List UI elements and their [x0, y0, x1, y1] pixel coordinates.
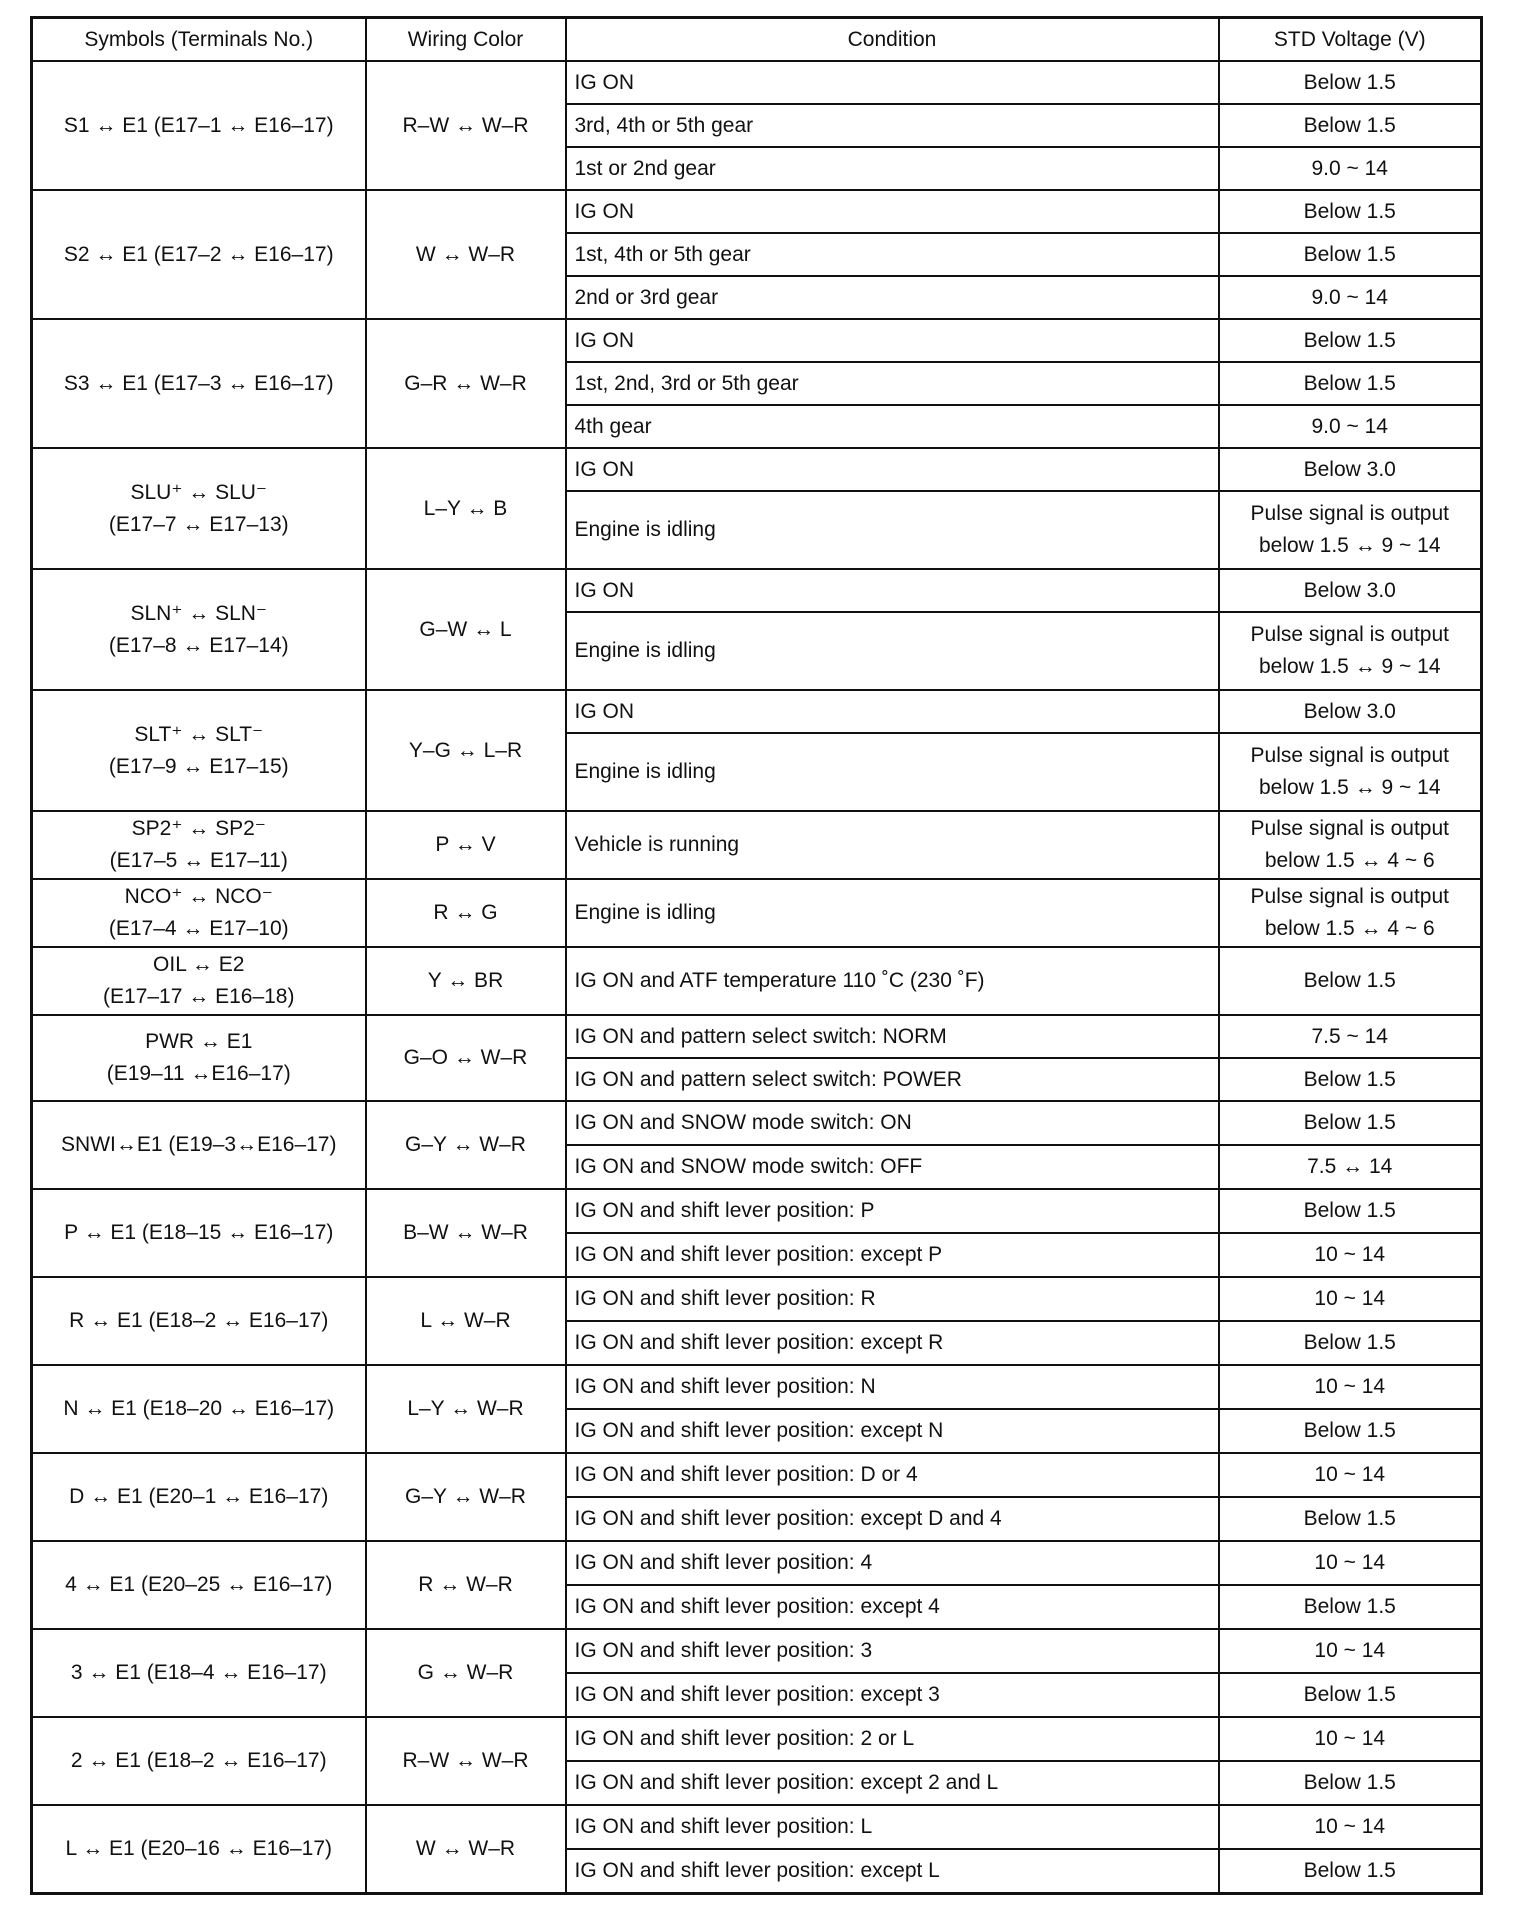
table-row	[32, 690, 1482, 733]
voltage-text: 10 ~ 14	[1314, 1375, 1386, 1398]
std-voltage-cell	[1219, 319, 1482, 362]
condition-cell: IG ON and shift lever position: D or 4	[566, 1453, 1219, 1497]
std-voltage-cell	[1219, 104, 1482, 147]
std-voltage-cell	[1219, 1365, 1482, 1409]
symbol-text: SLU⁺ ↔ SLU⁻	[130, 480, 268, 504]
std-voltage-cell	[1219, 491, 1482, 569]
voltage-text: Below 1.5	[1303, 328, 1396, 352]
header-std-voltage: STD Voltage (V)	[1219, 18, 1482, 62]
symbol-text: (E17–9 ↔ E17–15)	[108, 754, 289, 778]
voltage-text: 10 ~ 14	[1314, 1287, 1386, 1310]
table-row	[32, 1101, 1482, 1145]
symbol-text: (E17–5 ↔ E17–11)	[109, 849, 288, 872]
std-voltage-cell	[1219, 1409, 1482, 1453]
table-row	[32, 1015, 1482, 1058]
std-voltage-cell	[1219, 1145, 1482, 1189]
symbol-cell	[32, 1365, 366, 1453]
wiring-color-cell: G ↔ W–R	[366, 1629, 566, 1717]
wiring-color-cell: G–W ↔ L	[366, 569, 566, 690]
wiring-color-cell: L–Y ↔ W–R	[366, 1365, 566, 1453]
condition-cell: IG ON and shift lever position: except P	[566, 1233, 1219, 1277]
voltage-text: 10 ~ 14	[1314, 1463, 1386, 1486]
symbol-text: 2 ↔ E1 (E18–2 ↔ E16–17)	[70, 1749, 327, 1772]
condition-cell: Engine is idling	[566, 733, 1219, 811]
header-wiring-color: Wiring Color	[366, 18, 566, 62]
wiring-color-cell: B–W ↔ W–R	[366, 1189, 566, 1277]
header-row	[32, 18, 1482, 62]
std-voltage-cell	[1219, 879, 1482, 947]
std-voltage-cell	[1219, 362, 1482, 405]
voltage-text: Below 1.5	[1303, 70, 1396, 94]
voltage-text: 10 ~ 14	[1314, 1551, 1386, 1574]
condition-cell: IG ON	[566, 319, 1219, 362]
wiring-color-cell: G–Y ↔ W–R	[366, 1101, 566, 1189]
voltage-text: Below 3.0	[1303, 699, 1396, 723]
voltage-text: 10 ~ 14	[1314, 1727, 1386, 1750]
symbol-text: OIL ↔ E2	[153, 953, 245, 976]
symbol-cell	[32, 690, 366, 811]
symbol-cell	[32, 61, 366, 190]
voltage-text: below 1.5 ↔ 9 ~ 14	[1258, 655, 1441, 678]
symbol-cell	[32, 1189, 366, 1277]
table-row	[32, 1277, 1482, 1321]
symbol-text: (E19–11 ↔E16–17)	[106, 1062, 291, 1085]
wiring-color-cell: Y–G ↔ L–R	[366, 690, 566, 811]
std-voltage-cell	[1219, 1585, 1482, 1629]
condition-cell: 1st, 2nd, 3rd or 5th gear	[566, 362, 1219, 405]
voltage-text: Below 3.0	[1303, 457, 1396, 481]
condition-cell: IG ON	[566, 569, 1219, 612]
table-row	[32, 947, 1482, 1015]
std-voltage-cell	[1219, 1321, 1482, 1365]
symbol-cell	[32, 1015, 366, 1101]
symbol-text: (E17–4 ↔ E17–10)	[108, 917, 289, 940]
voltage-text: Below 3.0	[1303, 578, 1396, 602]
std-voltage-cell	[1219, 569, 1482, 612]
voltage-text: Below 1.5	[1303, 1111, 1396, 1134]
std-voltage-cell	[1219, 1673, 1482, 1717]
symbol-cell	[32, 448, 366, 569]
voltage-text: 10 ~ 14	[1314, 1243, 1386, 1266]
voltage-text: Pulse signal is output	[1250, 885, 1449, 908]
symbol-cell	[32, 1629, 366, 1717]
table-body	[32, 61, 1482, 1894]
header-condition: Condition	[566, 18, 1219, 62]
std-voltage-cell	[1219, 1761, 1482, 1805]
symbol-cell	[32, 569, 366, 690]
wiring-color-cell: W ↔ W–R	[366, 1805, 566, 1894]
condition-cell: IG ON and shift lever position: except 3	[566, 1673, 1219, 1717]
std-voltage-cell	[1219, 1541, 1482, 1585]
voltage-text: Below 1.5	[1303, 1419, 1396, 1442]
voltage-text: 7.5 ↔ 14	[1307, 1155, 1393, 1178]
symbol-text: PWR ↔ E1	[145, 1030, 253, 1053]
symbol-text: S1 ↔ E1 (E17–1 ↔ E16–17)	[63, 113, 334, 137]
std-voltage-cell	[1219, 733, 1482, 811]
symbol-text: S3 ↔ E1 (E17–3 ↔ E16–17)	[63, 371, 334, 395]
symbol-text: SNWI↔E1 (E19–3↔E16–17)	[61, 1133, 337, 1156]
condition-cell: IG ON and shift lever position: except R	[566, 1321, 1219, 1365]
symbol-text: SP2⁺ ↔ SP2⁻	[131, 817, 266, 840]
condition-cell: 1st or 2nd gear	[566, 147, 1219, 190]
symbol-cell	[32, 1101, 366, 1189]
table-row	[32, 1189, 1482, 1233]
std-voltage-cell	[1219, 811, 1482, 879]
symbol-text: (E17–8 ↔ E17–14)	[108, 633, 289, 657]
std-voltage-cell	[1219, 1277, 1482, 1321]
symbol-text: NCO⁺ ↔ NCO⁻	[124, 885, 273, 908]
voltage-text: Below 1.5	[1303, 1683, 1396, 1706]
condition-cell: IG ON and SNOW mode switch: OFF	[566, 1145, 1219, 1189]
std-voltage-cell	[1219, 147, 1482, 190]
wiring-color-cell: R–W ↔ W–R	[366, 1717, 566, 1805]
condition-cell: IG ON	[566, 190, 1219, 233]
condition-cell: IG ON and pattern select switch: NORM	[566, 1015, 1219, 1058]
condition-cell: 3rd, 4th or 5th gear	[566, 104, 1219, 147]
voltage-text: 9.0 ~ 14	[1311, 414, 1388, 438]
std-voltage-cell	[1219, 1189, 1482, 1233]
voltage-text: Below 1.5	[1303, 199, 1396, 223]
symbol-text: L ↔ E1 (E20–16 ↔ E16–17)	[65, 1837, 333, 1860]
symbol-text: SLT⁺ ↔ SLT⁻	[134, 722, 264, 746]
std-voltage-cell	[1219, 947, 1482, 1015]
condition-cell: IG ON	[566, 61, 1219, 104]
condition-cell: IG ON	[566, 690, 1219, 733]
std-voltage-cell	[1219, 1233, 1482, 1277]
std-voltage-cell	[1219, 1629, 1482, 1673]
header-symbols: Symbols (Terminals No.)	[32, 18, 366, 62]
wiring-color-cell: P ↔ V	[366, 811, 566, 879]
std-voltage-cell	[1219, 612, 1482, 690]
table-row	[32, 1805, 1482, 1849]
condition-cell: IG ON and SNOW mode switch: ON	[566, 1101, 1219, 1145]
wiring-color-cell: G–O ↔ W–R	[366, 1015, 566, 1101]
wiring-color-cell: L–Y ↔ B	[366, 448, 566, 569]
voltage-text: 9.0 ~ 14	[1311, 285, 1388, 309]
condition-cell: IG ON and shift lever position: except D and 4	[566, 1497, 1219, 1541]
condition-cell: Vehicle is running	[566, 811, 1219, 879]
std-voltage-cell	[1219, 1453, 1482, 1497]
condition-cell: IG ON and shift lever position: 4	[566, 1541, 1219, 1585]
condition-cell: IG ON and shift lever position: R	[566, 1277, 1219, 1321]
symbol-text: SLN⁺ ↔ SLN⁻	[130, 601, 268, 625]
std-voltage-cell	[1219, 1717, 1482, 1761]
voltage-text: Below 1.5	[1303, 1859, 1396, 1882]
condition-cell: Engine is idling	[566, 879, 1219, 947]
table-row	[32, 319, 1482, 362]
voltage-text: Below 1.5	[1303, 1507, 1396, 1530]
voltage-text: Below 1.5	[1303, 1595, 1396, 1618]
table-row	[32, 1629, 1482, 1673]
condition-cell: IG ON	[566, 448, 1219, 491]
std-voltage-cell	[1219, 61, 1482, 104]
symbol-cell	[32, 1453, 366, 1541]
std-voltage-cell	[1219, 405, 1482, 448]
condition-cell: IG ON and shift lever position: 3	[566, 1629, 1219, 1673]
symbol-text: R ↔ E1 (E18–2 ↔ E16–17)	[69, 1309, 329, 1332]
wiring-color-cell: G–R ↔ W–R	[366, 319, 566, 448]
condition-cell: 1st, 4th or 5th gear	[566, 233, 1219, 276]
condition-cell: IG ON and shift lever position: N	[566, 1365, 1219, 1409]
condition-cell: IG ON and pattern select switch: POWER	[566, 1058, 1219, 1101]
voltage-text: Pulse signal is output	[1250, 502, 1449, 525]
std-voltage-cell	[1219, 233, 1482, 276]
voltage-text: Below 1.5	[1303, 1067, 1396, 1091]
symbol-text: P ↔ E1 (E18–15 ↔ E16–17)	[64, 1221, 334, 1244]
voltage-text: below 1.5 ↔ 4 ~ 6	[1264, 849, 1435, 872]
std-voltage-cell	[1219, 1101, 1482, 1145]
symbol-cell	[32, 811, 366, 879]
terminal-voltage-table	[30, 16, 1483, 1895]
voltage-text: Below 1.5	[1303, 371, 1396, 395]
table-row	[32, 1717, 1482, 1761]
symbol-cell	[32, 1541, 366, 1629]
std-voltage-cell	[1219, 690, 1482, 733]
wiring-color-cell: R–W ↔ W–R	[366, 61, 566, 190]
voltage-text: 7.5 ~ 14	[1311, 1024, 1388, 1048]
condition-cell: 4th gear	[566, 405, 1219, 448]
terminal-voltage-sheet	[30, 16, 1480, 1895]
voltage-text: below 1.5 ↔ 9 ~ 14	[1258, 534, 1441, 557]
voltage-text: Below 1.5	[1303, 1331, 1396, 1354]
condition-cell: IG ON and ATF temperature 110 ˚C (230 ˚F)	[566, 947, 1219, 1015]
std-voltage-cell	[1219, 1058, 1482, 1101]
condition-cell: IG ON and shift lever position: except 2 and L	[566, 1761, 1219, 1805]
table-row	[32, 879, 1482, 947]
wiring-color-cell: W ↔ W–R	[366, 190, 566, 319]
voltage-text: Pulse signal is output	[1250, 623, 1449, 646]
symbol-cell	[32, 319, 366, 448]
std-voltage-cell	[1219, 448, 1482, 491]
symbol-text: N ↔ E1 (E18–20 ↔ E16–17)	[63, 1397, 335, 1420]
voltage-text: Below 1.5	[1303, 1771, 1396, 1794]
std-voltage-cell	[1219, 1497, 1482, 1541]
symbol-cell	[32, 879, 366, 947]
symbol-text: D ↔ E1 (E20–1 ↔ E16–17)	[69, 1485, 329, 1508]
condition-cell: 2nd or 3rd gear	[566, 276, 1219, 319]
symbol-cell	[32, 947, 366, 1015]
wiring-color-cell: R ↔ G	[366, 879, 566, 947]
table-row	[32, 448, 1482, 491]
symbol-cell	[32, 1277, 366, 1365]
voltage-text: Pulse signal is output	[1250, 744, 1449, 767]
wiring-color-cell: G–Y ↔ W–R	[366, 1453, 566, 1541]
wiring-color-cell: Y ↔ BR	[366, 947, 566, 1015]
condition-cell: IG ON and shift lever position: 2 or L	[566, 1717, 1219, 1761]
voltage-text: below 1.5 ↔ 9 ~ 14	[1258, 776, 1441, 799]
voltage-text: Below 1.5	[1303, 113, 1396, 137]
voltage-text: 10 ~ 14	[1314, 1639, 1386, 1662]
std-voltage-cell	[1219, 190, 1482, 233]
voltage-text: Pulse signal is output	[1250, 817, 1449, 840]
voltage-text: Below 1.5	[1303, 1199, 1396, 1222]
symbol-text: 4 ↔ E1 (E20–25 ↔ E16–17)	[65, 1573, 333, 1596]
voltage-text: 10 ~ 14	[1314, 1815, 1386, 1838]
condition-cell: IG ON and shift lever position: except 4	[566, 1585, 1219, 1629]
table-row	[32, 1365, 1482, 1409]
std-voltage-cell	[1219, 1015, 1482, 1058]
table-row	[32, 190, 1482, 233]
voltage-text: 9.0 ~ 14	[1311, 156, 1388, 180]
std-voltage-cell	[1219, 1805, 1482, 1849]
symbol-cell	[32, 1717, 366, 1805]
voltage-text: Below 1.5	[1303, 969, 1396, 992]
std-voltage-cell	[1219, 1849, 1482, 1894]
std-voltage-cell	[1219, 276, 1482, 319]
condition-cell: Engine is idling	[566, 612, 1219, 690]
symbol-text: (E17–7 ↔ E17–13)	[108, 512, 289, 536]
symbol-text: S2 ↔ E1 (E17–2 ↔ E16–17)	[63, 242, 334, 266]
symbol-cell	[32, 1805, 366, 1894]
condition-cell: Engine is idling	[566, 491, 1219, 569]
symbol-text: 3 ↔ E1 (E18–4 ↔ E16–17)	[70, 1661, 327, 1684]
table-row	[32, 1541, 1482, 1585]
table-row	[32, 1453, 1482, 1497]
table-row	[32, 569, 1482, 612]
condition-cell: IG ON and shift lever position: P	[566, 1189, 1219, 1233]
condition-cell: IG ON and shift lever position: except N	[566, 1409, 1219, 1453]
condition-cell: IG ON and shift lever position: except L	[566, 1849, 1219, 1894]
wiring-color-cell: R ↔ W–R	[366, 1541, 566, 1629]
voltage-text: below 1.5 ↔ 4 ~ 6	[1264, 917, 1435, 940]
wiring-color-cell: L ↔ W–R	[366, 1277, 566, 1365]
symbol-text: (E17–17 ↔ E16–18)	[103, 985, 295, 1008]
voltage-text: Below 1.5	[1303, 242, 1396, 266]
condition-cell: IG ON and shift lever position: L	[566, 1805, 1219, 1849]
table-row	[32, 61, 1482, 104]
symbol-cell	[32, 190, 366, 319]
table-row	[32, 811, 1482, 879]
